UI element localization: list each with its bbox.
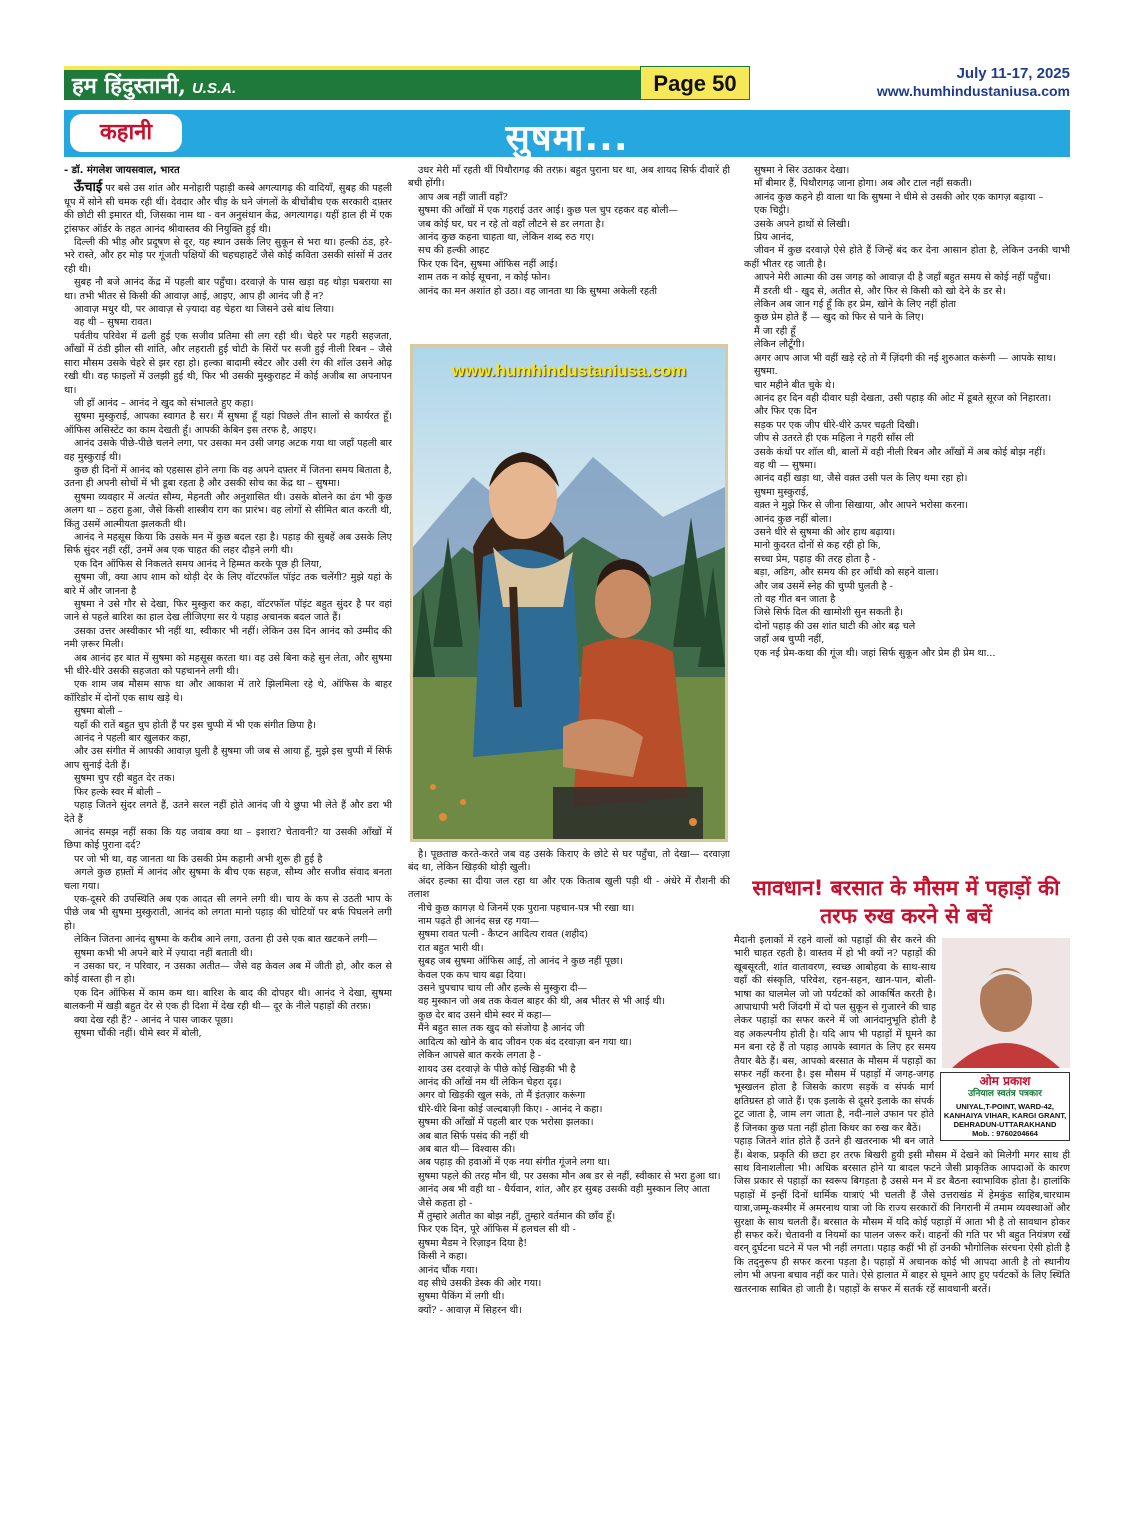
paragraph: अगले कुछ हफ़्तों में आनंद और सुषमा के बीच एक सहज, सौम्य और सजीव संवाद बनता चला गया। [64,867,392,892]
paragraph: सुषमा ने उसे गौर से देखा, फिर मुस्कुरा कर कहा, वॉटरफॉल पॉइंट बहुत सुंदर है पर वहां जाने से पहले बारिश का हाल देख लीजिएगा सर ये पहाड़ अचानक बदल जाते हैं। [64,599,392,624]
paragraph: अगर आप आज भी वहीं खड़े रहे तो मैं ज़िंदगी की नई शुरुआत करूंगी — आपके साथ। [754,352,1057,364]
paragraph: उधर मेरी माँ रहती थीं पिथौरागढ़ की तरफ़। बहुत पुराना घर था, अब शायद सिर्फ दीवारें ही बची होंगी। [408,165,730,190]
paragraph: सुषमा रावत पत्नी - कैप्टन आदित्य रावत (शहीद) [418,929,589,941]
paragraph: न उसका घर, न परिवार, न उसका अतीत— जैसे वह केवल अब में जीती हो, और कल से कोई वास्ता ही न हो। [64,960,392,986]
paragraph: सुबह नौ बजे आनंद केंद्र में पहली बार पहुँचा। दरवाज़े के पास खड़ा वह थोड़ा घबराया सा था। तभी भीतर से किसी की आवाज़ आई, आइए, आप ही आनंद जी हैं न? [64,277,392,302]
paragraph: उसके अपने हाथों से लिखी। [754,218,850,230]
page-number: Page 50 [640,66,750,100]
paragraph: एक चिट्ठी। [754,205,790,217]
paragraph: दिल्ली की भीड़ और प्रदूषण से दूर, यह स्थान उसके लिए सुकून से भरा था। हल्की ठंड, हरे-भरे रास्ते, और हर मोड़ पर गूंजती पक्षियों की चहचहाहटें जैसे कोई कविता उसकी सांसों में उतर रही थी। [64,237,392,275]
paragraph: सुषमा मैडम ने रिज़ाइन दिया है! [418,1237,528,1249]
story-column-3 [744,164,1070,864]
paragraph: लेकिन लौटूँगी। [754,339,805,351]
paragraph: नाम पढ़ते ही आनंद सन्न रह गया— [418,916,540,928]
paragraph: सुषमा चुप रही बहुत देर तक। [74,773,176,785]
paragraph: अब बात सिर्फ पसंद की नहीं थी [418,1130,529,1142]
paragraph: जीप से उतरते ही एक महिला ने गहरी साँस ली [754,433,914,445]
paragraph: शाम तक न कोई सूचना, न कोई फोन। [418,272,551,284]
masthead-bar [64,66,640,100]
paragraph: वह थी – सुषमा रावत। [74,317,152,329]
paragraph: एक नई प्रेम-कथा की गूंज थी। जहां सिर्फ सुकून और प्रेम ही प्रेम था... [754,647,996,659]
paragraph: सुषमा ने सिर उठाकर देखा। [754,165,850,176]
paragraph: आनंद अब भी वही था - धैर्यवान, शांत, और हर सुबह उसकी वही मुस्कान लिए आता [418,1184,710,1196]
paragraph: और जब उसमें स्नेह की चुप्पी घुलती है - [754,580,893,592]
paragraph: फिर हल्के स्वर में बोली – [74,786,162,798]
paragraph: कुछ देर बाद उसने धीमे स्वर में कहा— [418,1009,552,1021]
paragraph: और फिर एक दिन [754,406,817,418]
masthead-edition: U.S.A. [191,80,237,97]
paragraph: माँ बीमार हैं, पिथौरागढ़ जाना होगा। अब और टाल नहीं सकती। [754,178,973,190]
paragraph: लेकिन आपसे बात करके लगता है - [418,1050,542,1062]
paragraph: उसने धीरे से सुषमा की ओर हाथ बढ़ाया। [754,526,896,538]
author-address-1: UNIYAL,T-POINT, WARD-42, [955,1101,1055,1111]
paragraph: धीरे-धीरे बिना कोई जल्दबाज़ी किए। - आनंद ने कहा। [418,1103,603,1115]
paragraph: सुषमा पैकिंग में लगी थी। [418,1291,505,1303]
paragraph: आपने मेरी आत्मा की उस जगह को आवाज़ दी है जहाँ बहुत समय से कोई नहीं पहुँचा। [754,272,1051,284]
paragraph: क्या देख रही हैं? - आनंद ने पास जाकर पूछा। [74,1014,234,1026]
paragraph: सुषमा कभी भी अपने बारे में ज़्यादा नहीं बताती थी। [74,947,253,959]
issue-date: July 11-17, 2025 [956,65,1070,82]
paragraph: लेकिन जितना आनंद सुषमा के करीब आने लगा, उतना ही उसे एक बात खटकने लगी— [74,934,378,946]
paragraph: नीचे कुछ कागज़ थे जिनमें एक पुराना पहचान-पत्र भी रखा था। [418,902,635,914]
paragraph: आनंद उसके पीछे-पीछे चलने लगा, पर उसका मन उसी जगह अटक गया था जहाँ पहली बार वह मुस्कुराई थी। [64,438,392,463]
paragraph: लेकिन अब जान गई हूँ कि हर प्रेम, खोने के लिए नहीं होता [754,299,957,311]
paragraph: एक-दूसरे की उपस्थिति अब एक आदत सी लगने लगी थी। चाय के कप से उठती भाप के पीछे जब भी सुषमा मुस्कुराती, आनंद को लगता मानो पहाड़ की चोटियों पर बर्फ पिघलने लगी हो। [64,893,392,932]
paragraph: सुषमा मुस्कुराई, आपका स्वागत है सर। मैं सुषमा हूँ यहां पिछले तीन सालों से कार्यरत हूँ। ऑफिस असिस्टेंट का काम देखती हूँ। आपकी केबिन इस तरफ है, आइए। [64,411,392,436]
paragraph: मैं तुम्हारे अतीत का बोझ नहीं, तुम्हारे वर्तमान की छाँव हूँ। [418,1210,616,1222]
paragraph: जी हाँ आनंद – आनंद ने खुद को संभालते हुए कहा। [74,397,254,409]
paragraph: आनंद ने पहली बार खुलकर कहा, [74,733,191,745]
paragraph: शायद उस दरवाज़े के पीछे कोई खिड़की भी है [418,1063,576,1075]
paragraph: कुछ ही दिनों में आनंद को एहसास होने लगा कि वह अपने दफ़्तर में जितना समय बिताता है, उतना ही अपनी सोचों में भी डूबा रहता है और उसकी सोच का केंद्र था – सुषमा। [64,464,392,490]
paragraph: है। पूछताछ करते-करते जब वह उसके किराए के छोटे से घर पहुँचा, तो देखा— दरवाज़ा बंद था, लेकिन खिड़की थोड़ी खुली। [408,849,730,874]
author-address-2: KANHAIYA VIHAR, KARGI GRANT, [943,1110,1067,1120]
masthead-title [72,70,236,100]
paragraph: आनंद हर दिन वही दीवार घड़ी देखता, उसी पहाड़ की ओट में डूबते सूरज को निहारता। [754,392,1052,404]
paragraph: वह थी — सुषमा। [754,459,817,471]
paragraph: अब पहाड़ की हवाओं में एक नया संगीत गूंजने लगा था। [418,1157,611,1169]
image-watermark-url: www.humhindustaniusa.com [451,361,687,380]
paragraph: आनंद कुछ नहीं बोला। [754,513,832,525]
story-title: सुषमा... [505,118,629,159]
paragraph: वह सीधे उसकी डेस्क की ओर गया। [418,1278,542,1289]
paragraph: क्यों? - आवाज़ में सिहरन थी। [418,1304,522,1316]
paragraph: वक़्त ने मुझे फिर से जीना सिखाया, और आपने भरोसा करना। [754,500,969,512]
paragraph: मानो कुदरत दोनों से कह रही हो कि, [754,540,881,552]
paragraph: आनंद वहीं खड़ा था, जैसे वक़्त उसी पल के लिए थमा रहा हो। [754,473,968,485]
site-url: www.humhindustaniusa.com [876,83,1070,99]
paragraph: दोनों पहाड़ की उस शांत घाटी की ओर बढ़ चले [754,620,916,632]
paragraph: अगर वो खिड़की खुल सके, तो मैं इंतज़ार करूंगा [418,1090,586,1102]
paragraph: यहाँ की रातें बहुत चुप होती हैं पर इस चुप्पी में भी एक संगीत छिपा है। [74,719,317,731]
paragraph: सुषमा की आँखों में पहली बार एक भरोसा झलका। [418,1117,594,1129]
story-column-2-bottom [408,848,730,1524]
paragraph: सुषमा चौंकी नहीं। धीमे स्वर में बोली, [74,1028,202,1039]
byline: - डॉ. मंगलेश जायसवाल, भारत [64,165,180,176]
paragraph [64,181,392,236]
author-credit [940,1072,1070,1141]
paragraph: फिर एक दिन, पूरे ऑफिस में हलचल सी थी - [418,1224,576,1236]
paragraph: आनंद कुछ कहने ही वाला था कि सुषमा ने धीमे से उसकी ओर एक कागज़ बढ़ाया – [754,191,1044,203]
section-tag: कहानी [70,114,182,152]
paragraph: कुछ प्रेम होते हैं — खुद को फिर से पाने के लिए। [754,312,924,324]
paragraph: वह मुस्कान जो अब तक केवल बाहर की थी, अब भीतर से भी आई थी। [418,996,666,1008]
author-address-3: DEHRADUN-UTTARAKHAND [953,1119,1057,1129]
warning-article [734,934,1070,1524]
author-name: ओम प्रकाश [979,1074,1031,1088]
paragraph: पर्वतीय परिवेश में ढली हुई एक सजीव प्रतिमा सी लग रही थी। चेहरे पर गहरी सहजता, आँखों में ठंडी झील सी शांति, और लहराती हुई चोटी के सिरों पर सजी हुई नीली रिबन – जैसे सारा मौसम उसके चेहरे से झर रहा हो। हल्का बादामी स्वेटर और उसी रंग की शॉल उसने ओढ़ रखी थी। वह फाइलों में उलझी हुई थी, फिर भी उसकी मुस्कुराहट में कोई अजीब सा अपनापन था। [64,330,392,396]
paragraph: आवाज़ मधुर थी, पर आवाज़ से ज़्यादा वह चेहरा था जिसने उसे बांध लिया। [74,304,335,316]
paragraph: पर जो भी था, वह जानता था कि उसकी प्रेम कहानी अभी शुरू ही हुई है [74,853,323,865]
paragraph: सुषमा जी, क्या आप शाम को थोड़ी देर के लिए वॉटरफॉल पॉइंट तक चलेंगी? मुझे यहां के बारे में और जानना है [64,572,392,597]
paragraph: आनंद समझ नहीं सका कि यह जवाब क्या था – इशारा? चेतावनी? या उसकी आँखों में छिपा कोई पुराना दर्द? [64,826,392,852]
story-column-2-top [408,164,730,340]
story-illustration [410,344,728,842]
paragraph: उसके कंधों पर शॉल थी, बालों में वही नीली रिबन और आँखों में अब कोई बोझ नहीं। [754,446,1046,458]
paragraph: पहाड़ जितने सुंदर लगते हैं, उतने सरल नहीं होते आनंद जी ये छुपा भी लेते हैं और डरा भी देते हैं [64,800,392,825]
paragraph: चार महीने बीत चुके थे। [754,379,835,391]
paragraph: आनंद का मन अशांत हो उठा। वह जानता था कि सुषमा अकेली रहती [418,285,658,297]
paragraph: उसने चुपचाप चाय ली और हल्के से मुस्कुरा दी— [418,983,588,995]
paragraph: सड़क पर एक जीप धीरे-धीरे ऊपर चढ़ती दिखी। [754,419,919,431]
story-column-1 [64,164,392,1524]
paragraph: आप अब नहीं जातीं वहाँ? [418,191,508,203]
author-role: उनियाल स्वतंत्र पत्रकार [968,1089,1042,1100]
paragraph: सुषमा बोली – [74,706,123,718]
paragraph: सुषमा पहले की तरह मौन थी, पर उसका मौन अब डर से नहीं, स्वीकार से भरा हुआ था। [418,1170,721,1182]
paragraph: और उस संगीत में आपकी आवाज़ घुली है सुषमा जी जब से आया हूँ, मुझे इस चुप्पी में सिर्फ आप सुनाई देती हैं। [64,746,392,771]
paragraph: आनंद की आँखें नम थीं लेकिन चेहरा दृढ़। [418,1076,562,1088]
paragraph: सुबह जब सुषमा ऑफिस आई, तो आनंद ने कुछ नहीं पूछा। [418,956,623,968]
page-header [64,66,1070,100]
paragraph: एक दिन ऑफिस में काम कम था। बारिश के बाद की दोपहर थी। आनंद ने देखा, सुषमा बालकनी में खड़ी बहुत देर से एक ही दिशा में देख रही थी— दूर के नीले पहाड़ों की तरफ़। [64,987,392,1013]
author-photo [942,938,1070,1068]
paragraph: मैंने बहुत साल तक खुद को संजोया है आनंद जी [418,1023,585,1035]
paragraph: सुषमा. [754,366,778,378]
paragraph: अब आनंद हर बात में सुषमा को महसूस करता था। वह उसे बिना कहे सुन लेता, और सुषमा भी धीरे-धीरे उसकी सहजता को पहचानने लगी थी। [64,652,392,678]
paragraph: आनंद ने महसूस किया कि उसके मन में कुछ बदल रहा है। पहाड़ की सुबहें अब उसके लिए सिर्फ सुंदर नहीं रहीं, उनमें अब एक चाहत की लहर दौड़ने लगी थी। [64,531,392,557]
masthead-name: हम हिंदुस्तानी, [72,73,186,99]
paragraph-text: पर बसे उस शांत और मनोहारी पहाड़ी कस्बे अगत्यागढ़ की वादियाँ, सुबह की पहली धूप में सोने सी चमक रही थीं। देवदार और चीड़ के घने जंगलों के बीचोंबीच एक सरकारी दफ़्तर की छोटी सी इमारत थी, जिसका नाम था - वन अनुसंधान केंद्र, अगत्यागढ़। यहीं हाल ही में एक ट्रांसफर ऑर्डर के तहत आनंद श्रीवास्तव की नियुक्ति हुई थी। [64,183,392,235]
author-portrait-image [942,938,1070,1068]
dropcap: ऊँचाई [74,180,103,196]
paragraph: किसी ने कहा। [418,1251,468,1263]
paragraph: एक शाम जब मौसम साफ था और आकाश में तारे झिलमिला रहे थे, ऑफिस के बाहर कॉरिडोर में दोनों एक साथ खड़े थे। [64,679,392,704]
paragraph: मैं डरती थी - खुद से, अतीत से, और फिर से किसी को खो देने के डर से। [754,285,1006,297]
warning-intro: मैदानी इलाकों में रहने वालों को पहाड़ों की सैर करने की भारी चाहत रहती है। वास्तव में हो भी क्यों न? पहाड़ों की खूबसूरती, शांत वातावरण, स्वच्छ आबोहवा के साथ-साथ वहाँ की संस्कृति, परिवेश, रहन-सहन, खान-पान, बोली-भाषा का घालमेल जो जो पर्यटकों को आकर्षित करती है। आपाधापी भरी जिंदगी में दो पल सुकून से गुजारने की चाह लेकर पहाड़ों का सफर करने में जो आनंदानुभूति होती है वह अकल्पनीय होती है। यदि आप भी पहाड़ों में घूमने का मन बना रहे हैं तो पहाड़ आपके स्वागत के लिए हर समय तैयार बैठे हैं। बस, आपको बरसात के मौसम में पहाड़ों का सफर नहीं करना है। इस मौसम में पहाड़ों में जगह-जगह भूस्खलन होता है जिसके कारण सड़कें व संपर्क मार्ग क्षतिग्रस्त हो जाते हैं। एक इलाके से दूसरे इलाके का संपर्क टूट जाता है, जाम लग जाता है, नदी-नाले उफान पर होते हैं जिनका कुछ पता नहीं होता किधर का रुख कर बैठें। [734,935,936,1134]
paragraph: तो वह गीत बन जाता है [754,594,836,605]
paragraph: रात बहुत भारी थी। [418,942,484,954]
paragraph: अब बात थी— विश्वास की। [418,1143,516,1155]
warning-headline: सावधान! बरसात के मौसम में पहाड़ों की तरफ रुख करने से बचें [752,876,1060,928]
story-banner [64,110,1070,157]
paragraph: मैं जा रही हूँ [754,325,796,337]
paragraph: फिर एक दिन, सुषमा ऑफिस नहीं आई। [418,258,558,270]
paragraph: सुषमा व्यवहार में अत्यंत सौम्य, मेहनती और अनुशासित थी। उसके बोलने का ढंग भी कुछ अलग था – ठहरा हुआ, जैसे किसी शास्त्रीय राग का प्रारंभ। वह लोगों से सीमित बात करती थी, किंतु उसमें आत्मीयता झलकती थी। [64,491,392,530]
paragraph: केवल एक कप चाय बढ़ा दिया। [418,969,526,981]
paragraph: सुषमा मुस्कुराई, [754,486,809,498]
author-mobile: Mob. : 9760204664 [972,1128,1038,1138]
paragraph: बड़ा, अडिग, और समय की हर आँधी को सहने वाला। [754,567,939,579]
paragraph: जैसे कहता हो - [418,1197,473,1209]
paragraph: जब कोई घर, घर न रहे तो वहाँ लौटने से डर लगता है। [418,218,605,230]
column-1-body [64,236,392,1040]
paragraph: उसका उत्तर अस्वीकार भी नहीं था, स्वीकार भी नहीं। लेकिन उस दिन आनंद को उम्मीद की नमी ज़रूर मिली। [64,625,392,651]
warning-body-text: पहाड़ जितने शांत होते हैं उतने ही खतरनाक भी बन जाते हैं। बेशक, प्रकृति की छटा हर तरफ बिखरी हुयी इसी मौसम में देखने को मिलेगी मगर साथ ही साथ विनाशलीला भी। अधिक बरसात होने या बादल फटने जैसी प्राकृतिक आपदाओं के कारण जिस प्रकार से पहाड़ों का स्वरूप बिगड़ता है उससे मन में डर बैठना स्वाभाविक होता है। हालांकि पहाड़ों में इन्हीं दिनों धार्मिक यात्राएं भी चलती हैं जैसे उत्तराखंड में हेमकुंड साहिब,चारधाम यात्रा,जम्मू-कश्मीर में अमरनाथ यात्रा जो कि राज्य सरकारों की निगरानी में तमाम व्यवस्थाओं और सुरक्षा के साथ चलती हैं। बरसात के मौसम में यदि कोई पहाड़ों में आता भी है तो सावधान होकर ही सफर करें। चेतावनी व नियमों का पालन जरूर करें। वाहनों की गति पर भी बहुत नियंत्रण रखें वरन् दुर्घटना घटने में पल भी नहीं लगता। पहाड़ कहीं भी हों उनकी भौगोलिक संरचना ऐसी होती है कि तद्नुरूप ही सफर करना पड़ता है। पहाड़ों में अचानक कोई भी आपदा आती है तो स्थानीय लोग भी अपना बचाव नहीं कर पाते। ऐसे हालात में बाहर से घूमने आए हुए पर्यटकों के लिए स्थिति खतरनाक साबित हो जाती है। पहाड़ों के सफर में सतर्क रहें सावधानी बरतें। [734,1136,1070,1295]
paragraph: जीवन में कुछ दरवाज़े ऐसे होते हैं जिन्हें बंद कर देना आसान होता है, लेकिन उनकी चाभी कहीं भीतर रह जाती है। [744,245,1070,270]
paragraph: अंदर हल्का सा दीया जल रहा था और एक किताब खुली पड़ी थी - अंधेरे में रौशनी की तलाश [408,875,730,901]
paragraph: जहाँ अब चुप्पी नहीं, [754,634,825,646]
paragraph: आदित्य को खोने के बाद जीवन एक बंद दरवाज़ा बन गया था। [418,1036,632,1048]
paragraph: सच्चा प्रेम, पहाड़ की तरह होता है - [754,553,876,565]
couple-in-mountains-image [413,347,725,839]
paragraph: जिसे सिर्फ दिल की खामोशी सुन सकती है। [754,607,904,619]
paragraph: आनंद कुछ कहना चाहता था, लेकिन शब्द रुठ गए। [418,232,595,244]
paragraph: सच की हल्की आहट [418,245,490,257]
paragraph: प्रिय आनंद, [754,232,795,244]
paragraph: आनंद चौंक गया। [418,1264,478,1276]
paragraph: एक दिन ऑफिस से निकलते समय आनंद ने हिम्मत करके पूछ ही लिया, [74,558,322,570]
paragraph: सुषमा की आँखों में एक गहराई उतर आई। कुछ पल चुप रहकर वह बोली— [418,205,679,217]
